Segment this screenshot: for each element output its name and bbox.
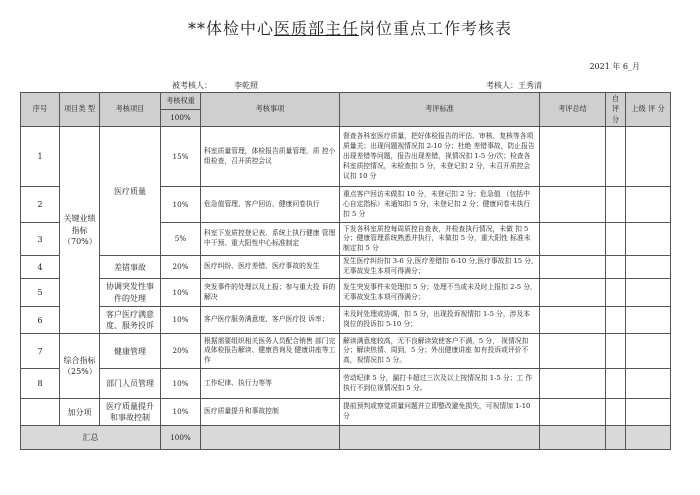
item-emergency-handling: 协调突发性事件的处理	[100, 279, 161, 307]
row-summary[interactable]	[540, 256, 606, 279]
row-seq: 4	[21, 256, 60, 279]
row-weight: 10%	[161, 399, 201, 426]
row-matter: 突发事件的处理以及上报；参与重大投 诉的解决	[201, 279, 340, 307]
row-seq: 5	[21, 279, 60, 307]
row-weight: 20%	[161, 334, 201, 369]
row-matter: 医疗纠纷、医疗差错、医疗事故的发生	[201, 256, 340, 279]
item-health-management: 健康管理	[100, 334, 161, 369]
header-item: 考核项目	[100, 93, 161, 127]
row-seq: 3	[21, 223, 60, 256]
table-row	[21, 369, 671, 399]
row-weight: 10%	[161, 187, 201, 223]
row-superior-score[interactable]	[626, 279, 671, 307]
row-standard: 下发各科室质控每周质控自查表，并检查执行情况，未做 扣 5 分；健康管理系统熟悉并执行，未做扣 5 分，重大阳性 标准未制定扣 5 分	[340, 223, 540, 256]
row-self-score[interactable]	[606, 399, 626, 426]
row-self-score[interactable]	[606, 307, 626, 334]
row-superior-score[interactable]	[626, 256, 671, 279]
item-staff-management: 部门人员管理	[100, 369, 161, 399]
row-summary[interactable]	[540, 334, 606, 369]
row-standard: 劳动纪律 5 分，漏打卡超过三次及以上按情况扣 1-5 分；工 作执行不到位视情况扣 5 分。	[340, 369, 540, 399]
row-superior-score[interactable]	[626, 369, 671, 399]
category-key-performance: 关键业绩指标（70%）	[60, 127, 100, 334]
row-weight: 5%	[161, 223, 201, 256]
examinee-name: 李乾照	[234, 81, 258, 90]
row-standard: 发生医疗纠纷扣 3-6 分,医疗差错扣 6-10 分,医疗事故扣 15 分,无事故发生本项可得满分；	[340, 256, 540, 279]
row-summary[interactable]	[540, 127, 606, 187]
item-quality-improvement: 医疗质量提升和事故控制	[100, 399, 161, 426]
row-matter: 客户医疗服务满意度、客户医疗投 诉率；	[201, 307, 340, 334]
row-standard: 提前预判或察觉质量问题并立即整改避免损失，可视情加 1-10 分	[340, 399, 540, 426]
row-self-score[interactable]	[606, 127, 626, 187]
item-satisfaction-complaints: 客户医疗满意度、服务投诉	[100, 307, 161, 334]
row-summary[interactable]	[540, 369, 606, 399]
row-weight: 10%	[161, 279, 201, 307]
row-seq: 2	[21, 187, 60, 223]
row-superior-score[interactable]	[626, 307, 671, 334]
row-summary[interactable]	[540, 399, 606, 426]
row-self-score[interactable]	[606, 256, 626, 279]
row-weight: 10%	[161, 307, 201, 334]
row-summary[interactable]	[540, 279, 606, 307]
table-row	[21, 334, 671, 369]
item-medical-quality: 医疗质量	[100, 127, 161, 256]
row-standard: 未及时处理或协调，扣 5 分，出现投诉视情扣 1-5 分，涉及本岗位的投诉扣 5-10 分；	[340, 307, 540, 334]
examinee-info	[172, 80, 258, 91]
table-row	[21, 399, 671, 426]
row-weight: 15%	[161, 127, 201, 187]
header-summary: 考评总结	[540, 93, 606, 127]
row-self-score[interactable]	[606, 279, 626, 307]
total-label: 汇总	[21, 426, 161, 450]
table-row	[21, 256, 671, 279]
row-summary[interactable]	[540, 307, 606, 334]
row-weight: 10%	[161, 369, 201, 399]
header-seq: 序号	[21, 93, 60, 127]
item-errors-accidents: 差错事故	[100, 256, 161, 279]
table-row	[21, 307, 671, 334]
row-superior-score[interactable]	[626, 334, 671, 369]
row-seq: 1	[21, 127, 60, 187]
examinee-label: 被考核人：	[172, 81, 212, 90]
examiner-label: 考核人：	[486, 81, 518, 90]
row-matter: 工作纪律、执行力等等	[201, 369, 340, 399]
total-self-score[interactable]	[606, 426, 626, 450]
row-self-score[interactable]	[606, 187, 626, 223]
row-superior-score[interactable]	[626, 399, 671, 426]
header-weight-total: 100%	[161, 110, 201, 127]
row-matter: 医疗质量提升和事故控制	[201, 399, 340, 426]
row-weight: 20%	[161, 256, 201, 279]
header-weight: 考核权重	[161, 93, 201, 110]
row-superior-score[interactable]	[626, 127, 671, 187]
header-self-score: 自评 分	[606, 93, 626, 127]
table-row	[21, 127, 671, 187]
header-matter: 考核事项	[201, 93, 340, 127]
table-row	[21, 279, 671, 307]
category-bonus: 加分项	[60, 399, 100, 426]
row-standard: 解读满意度较高，无不良解读致使客户不满，5 分， 视情况扣分；解读热情、周到，5 分；外出健康讲座 如有投诉或评价不高，视情况扣 5 分。	[340, 334, 540, 369]
row-seq: 7	[21, 334, 60, 369]
row-superior-score[interactable]	[626, 223, 671, 256]
title-underlined-part: 医质部主任	[273, 19, 359, 38]
total-matter	[201, 426, 340, 450]
category-composite: 综合指标（25%）	[60, 334, 100, 399]
row-seq	[21, 399, 60, 426]
row-superior-score[interactable]	[626, 187, 671, 223]
row-matter: 根据需要组织相关医务人员配合销售 部门完成体检报告解读、健康咨询及 健康讲座等工作	[201, 334, 340, 369]
row-standard: 重点客户回访未做扣 10 分，未登记扣 2 分；危急值 （包括中心自定指标）未通知扣 5 分，未登记扣 2 分；健康问卷未执行扣 5 分	[340, 187, 540, 223]
row-standard: 督查各科室医疗质量，把好体检报告的评估、审核、复核等各项质量关；出现问题视情况扣 2-10 分；杜绝 差错事故，防止报告出现差错等问题，报告出现差错，视情况扣 1-5 分/次；检查各科室质控情况，未检查扣 5 分，未登记扣 2 分，未召开质控会议扣 10 分	[340, 127, 540, 187]
row-summary[interactable]	[540, 187, 606, 223]
total-summary[interactable]	[540, 426, 606, 450]
total-standard	[340, 426, 540, 450]
row-self-score[interactable]	[606, 334, 626, 369]
total-weight: 100%	[161, 426, 201, 450]
row-seq: 6	[21, 307, 60, 334]
row-matter: 危急值管理、客户回访、健康问卷执行	[201, 187, 340, 223]
examiner-name: 王秀清	[518, 81, 542, 90]
total-row	[21, 426, 671, 450]
row-self-score[interactable]	[606, 223, 626, 256]
page-title: **体检中心医质部主任岗位重点工作考核表	[187, 19, 513, 38]
examiner-info	[486, 80, 542, 91]
header-superior-score: 上级 评 分	[626, 93, 671, 127]
form-date: 2021 年 6_月	[589, 62, 640, 71]
header-standard: 考评标准	[340, 93, 540, 127]
row-seq: 8	[21, 369, 60, 399]
assessment-table	[20, 92, 671, 450]
header-category: 项目类 型	[60, 93, 100, 127]
row-matter: 科室质量管理，体检报告质量管理，质 控小组检查，召开质控会议	[201, 127, 340, 187]
row-summary[interactable]	[540, 223, 606, 256]
total-superior-score[interactable]	[626, 426, 671, 450]
row-standard: 发生突发事件未处理扣 5 分；处理不当或未及时上报扣 2-5 分,无事故发生本项可得满分；	[340, 279, 540, 307]
row-matter: 科室下发质控登记表、系统上执行健康 管理中干预、重大阳性中心标准制定	[201, 223, 340, 256]
row-self-score[interactable]	[606, 369, 626, 399]
